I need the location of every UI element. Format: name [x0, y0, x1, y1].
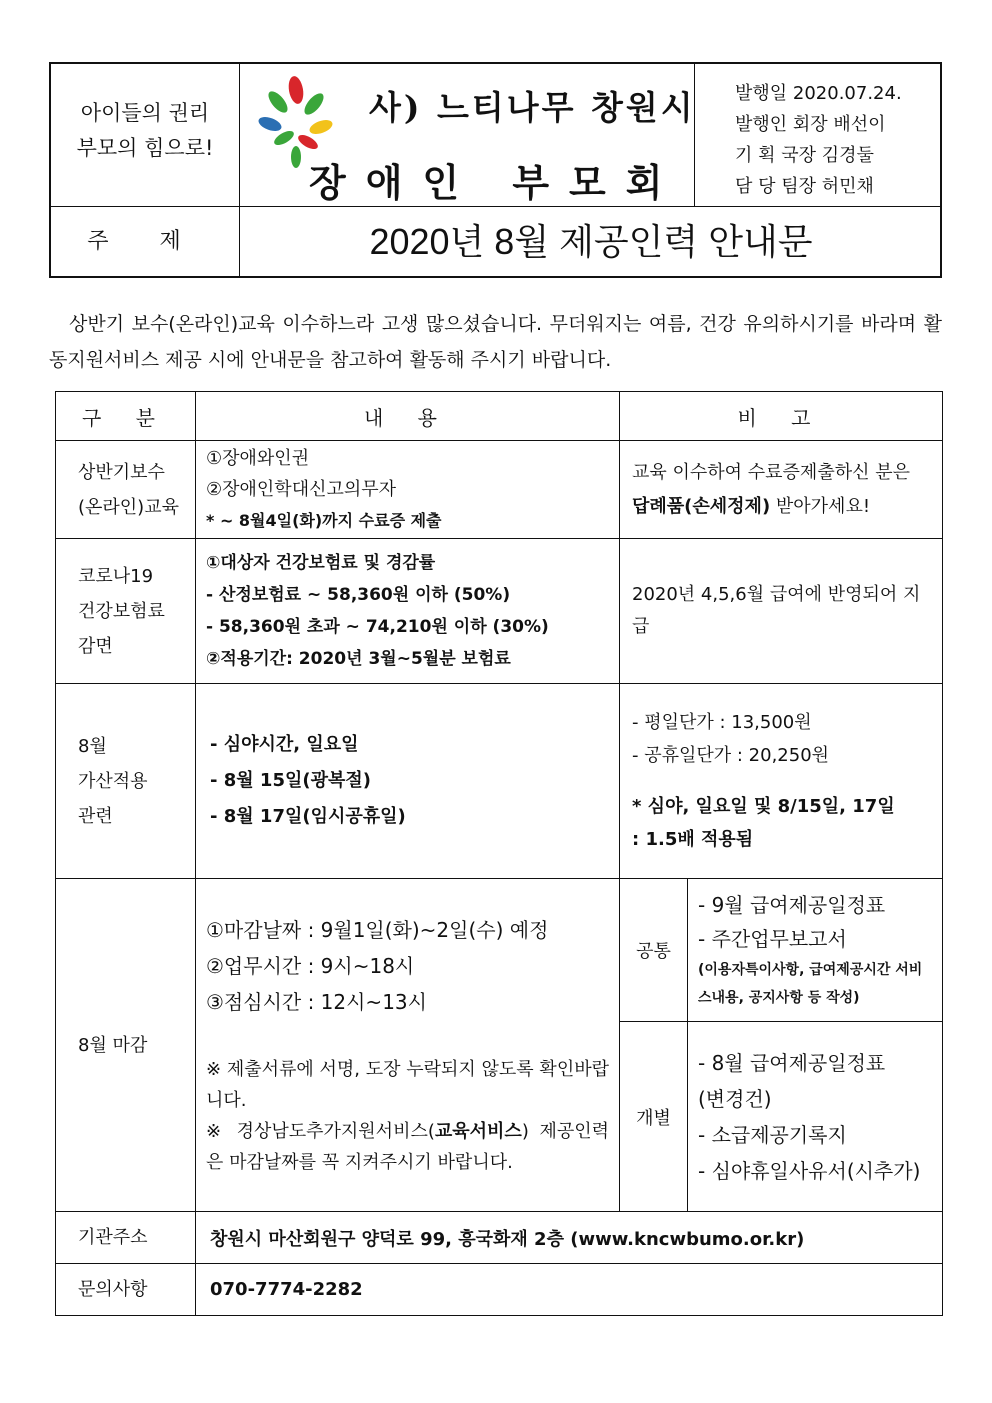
page-title: 2020년 8월 제공인력 안내문 — [369, 221, 813, 262]
column-header: 비 고 — [620, 392, 943, 441]
topic-label: 주 제 — [87, 229, 203, 254]
contact-value: 070-7774-2282 — [196, 1264, 943, 1316]
row-note: 2020년 4,5,6월 급여에 반영되어 지급 — [620, 539, 943, 684]
publish-date: 발행일 2020.07.24. — [735, 83, 902, 104]
individual-item: - 8월 급여제공일정표 — [698, 1050, 886, 1075]
table-row — [56, 879, 943, 1022]
row-label-line: 건강보험료 — [78, 600, 165, 622]
table-header-row — [56, 392, 943, 441]
content-line: ①마감날짜 : 9월1일(화)~2일(수) 예정 — [206, 918, 549, 942]
row-content — [196, 879, 620, 1212]
slogan — [51, 96, 239, 166]
manager: 담 당 팀장 허민채 — [735, 176, 874, 197]
intro-text: 상반기 보수(온라인)교육 이수하느라 고생 많으셨습니다. 무더워지는 여름, 건강 유의하시기를 바라며 활동지원서비스 제공 시에 안내문을 참고하여 활동해 주시기 바랍니다. — [49, 313, 942, 371]
table-row — [56, 441, 943, 539]
row-label: 기관주소 — [56, 1212, 196, 1264]
note-line: : 1.5배 적용됨 — [632, 829, 754, 850]
content-line: ③점심시간 : 12시~13시 — [206, 990, 427, 1014]
row-content — [196, 441, 620, 539]
notice-text: ) 제공인력은 마감날짜를 꼭 지켜주시기 바랍니다. — [206, 1121, 610, 1173]
table-row — [56, 539, 943, 684]
slogan-line: 부모의 힘으로! — [76, 136, 214, 160]
publish-info — [735, 78, 902, 202]
content-line: * ~ 8월4일(화)까지 수료증 제출 — [206, 511, 442, 530]
common-items — [688, 879, 943, 1022]
publisher: 발행인 회장 배선이 — [735, 114, 886, 135]
content-line: - 8월 17일(임시공휴일) — [210, 806, 406, 827]
content-line: - 58,360원 초과 ~ 74,210원 이하 (30%) — [206, 617, 549, 637]
individual-item: - 심야휴일사유서(시추가) — [698, 1158, 921, 1183]
table-row — [56, 1212, 943, 1264]
content-line: ②업무시간 : 9시~18시 — [206, 954, 415, 978]
notice-line: ※ 제출서류에 서명, 도장 누락되지 않도록 확인바랍니다. — [206, 1059, 609, 1111]
common-item: - 주간업무보고서 — [698, 927, 847, 951]
row-label-line: 코로나19 — [78, 565, 154, 587]
row-label-line: 8월 — [78, 735, 107, 757]
note-line: - 평일단가 : 13,500원 — [632, 712, 812, 733]
content-line: - 8월 15일(광복절) — [210, 770, 371, 791]
intro-paragraph — [49, 306, 942, 378]
individual-item: (변경건) — [698, 1086, 772, 1111]
note-text: 교육 이수하여 수료증제출하신 분은 — [632, 461, 910, 483]
table-row — [56, 684, 943, 879]
notice-text: ※ 경상남도추가지원서비스( — [206, 1121, 435, 1142]
row-label-line: 감면 — [78, 635, 113, 657]
content-line: ①대상자 건강보험료 및 경감률 — [206, 553, 436, 573]
org-name-line1: 사) 느티나무 창원시 — [369, 88, 696, 127]
note-text: 받아가세요! — [770, 495, 871, 517]
row-note — [620, 684, 943, 879]
row-label: 문의사항 — [56, 1264, 196, 1316]
column-header: 구 분 — [56, 392, 196, 441]
notice-line — [206, 1116, 609, 1178]
row-content — [196, 539, 620, 684]
common-item: - 9월 급여제공일정표 — [698, 893, 886, 917]
address-value: 창원시 마산회원구 양덕로 99, 흥국화재 2층 (www.kncwbumo.or.kr) — [196, 1212, 943, 1264]
row-label — [56, 441, 196, 539]
info-table — [55, 391, 943, 1316]
content-line: - 심야시간, 일요일 — [210, 734, 359, 755]
row-label: 8월 마감 — [56, 879, 196, 1212]
row-label-line: 관련 — [78, 805, 113, 827]
row-label-line: 상반기보수 — [78, 461, 165, 483]
individual-label: 개별 — [620, 1022, 688, 1212]
individual-item: - 소급제공기록지 — [698, 1122, 847, 1147]
note-line: * 심야, 일요일 및 8/15일, 17일 — [632, 796, 895, 817]
row-note — [620, 441, 943, 539]
row-label — [56, 539, 196, 684]
common-label: 공통 — [620, 879, 688, 1022]
note-line: - 공휴일단가 : 20,250원 — [632, 745, 830, 766]
slogan-line: 아이들의 권리 — [80, 101, 210, 125]
note-bold: 답례품(손세정제) — [632, 495, 771, 517]
individual-items — [688, 1022, 943, 1212]
row-label-line: 가산적용 — [78, 770, 148, 792]
common-note: (이용자특이사항, 급여제공시간 서비스내용, 공지사항 등 작성) — [698, 962, 923, 1006]
row-label — [56, 684, 196, 879]
org-name-line2: 장애인 부모회 — [309, 160, 683, 205]
table-row — [56, 1264, 943, 1316]
row-label-line: (온라인)교육 — [78, 496, 179, 518]
planner: 기 획 국장 김경둘 — [735, 145, 874, 166]
header-box — [49, 62, 942, 278]
notice-bold: 교육서비스 — [434, 1121, 522, 1142]
column-header: 내 용 — [196, 392, 620, 441]
content-line: ①장애와인권 — [206, 448, 310, 469]
tree-logo-icon — [258, 72, 334, 170]
content-line: ②장애인학대신고의무자 — [206, 479, 397, 500]
content-line: ②적용기간: 2020년 3월~5월분 보험료 — [206, 649, 511, 669]
row-content — [196, 684, 620, 879]
content-line: - 산정보험료 ~ 58,360원 이하 (50%) — [206, 585, 511, 605]
